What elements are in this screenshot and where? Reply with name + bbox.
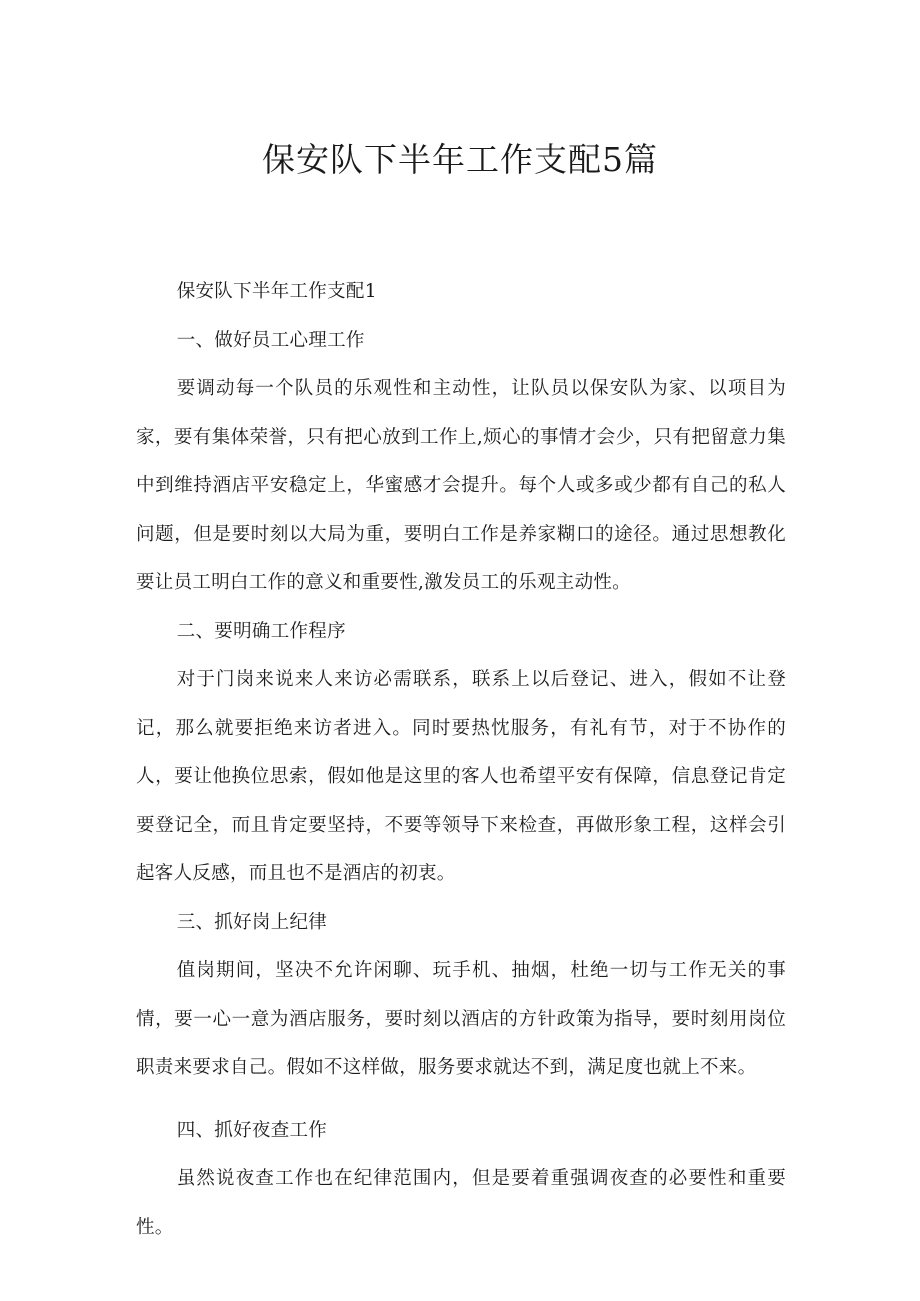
section-heading: 保安队下半年工作支配1: [176, 281, 377, 302]
section-heading: 二、要明确工作程序: [176, 620, 346, 642]
body-paragraph: 虽然说夜查工作也在纪律范围内，但是要着重强调夜查的必要性和重要性。: [136, 1168, 786, 1238]
body-paragraph: 对于门岗来说来人来访必需联系，联系上以后登记、进入，假如不让登记，那么就要拒绝来访者进入。同时要热忱服务，有礼有节，对于不协作的人，要让他换位思索，假如他是这里的客人也希望平安有保障，信息登记肯定要登记全，而且肯定要坚持，不要等领导下来检查，再做形象工程，这样会引起客人反感，而且也不是酒店的初衷。: [136, 669, 786, 884]
body-paragraph: 值岗期间，坚决不允许闲聊、玩手机、抽烟，杜绝一切与工作无关的事情，要一心一意为酒店服务，要时刻以酒店的方针政策为指导，要时刻用岗位职责来要求自己。假如不这样做，服务要求就达不到，满足度也就上不来。: [136, 960, 786, 1078]
document-title: 保安队下半年工作支配5篇: [262, 140, 658, 179]
section-heading: 三、抓好岗上纪律: [176, 911, 328, 933]
section-heading: 一、做好员工心理工作: [176, 329, 365, 351]
body-paragraph: 要调动每一个队员的乐观性和主动性，让队员以保安队为家、以项目为家，要有集体荣誉，只有把心放到工作上,烦心的事情才会少，只有把留意力集中到维持酒店平安稳定上，华蜜感才会提升。每个人或多或少都有自己的私人问题，但是要时刻以大局为重，要明白工作是养家糊口的途径。通过思想教化要让员工明白工作的意义和重要性,激发员工的乐观主动性。: [136, 378, 786, 593]
document-body: [136, 268, 786, 1252]
section-heading: 四、抓好夜查工作: [176, 1119, 328, 1141]
